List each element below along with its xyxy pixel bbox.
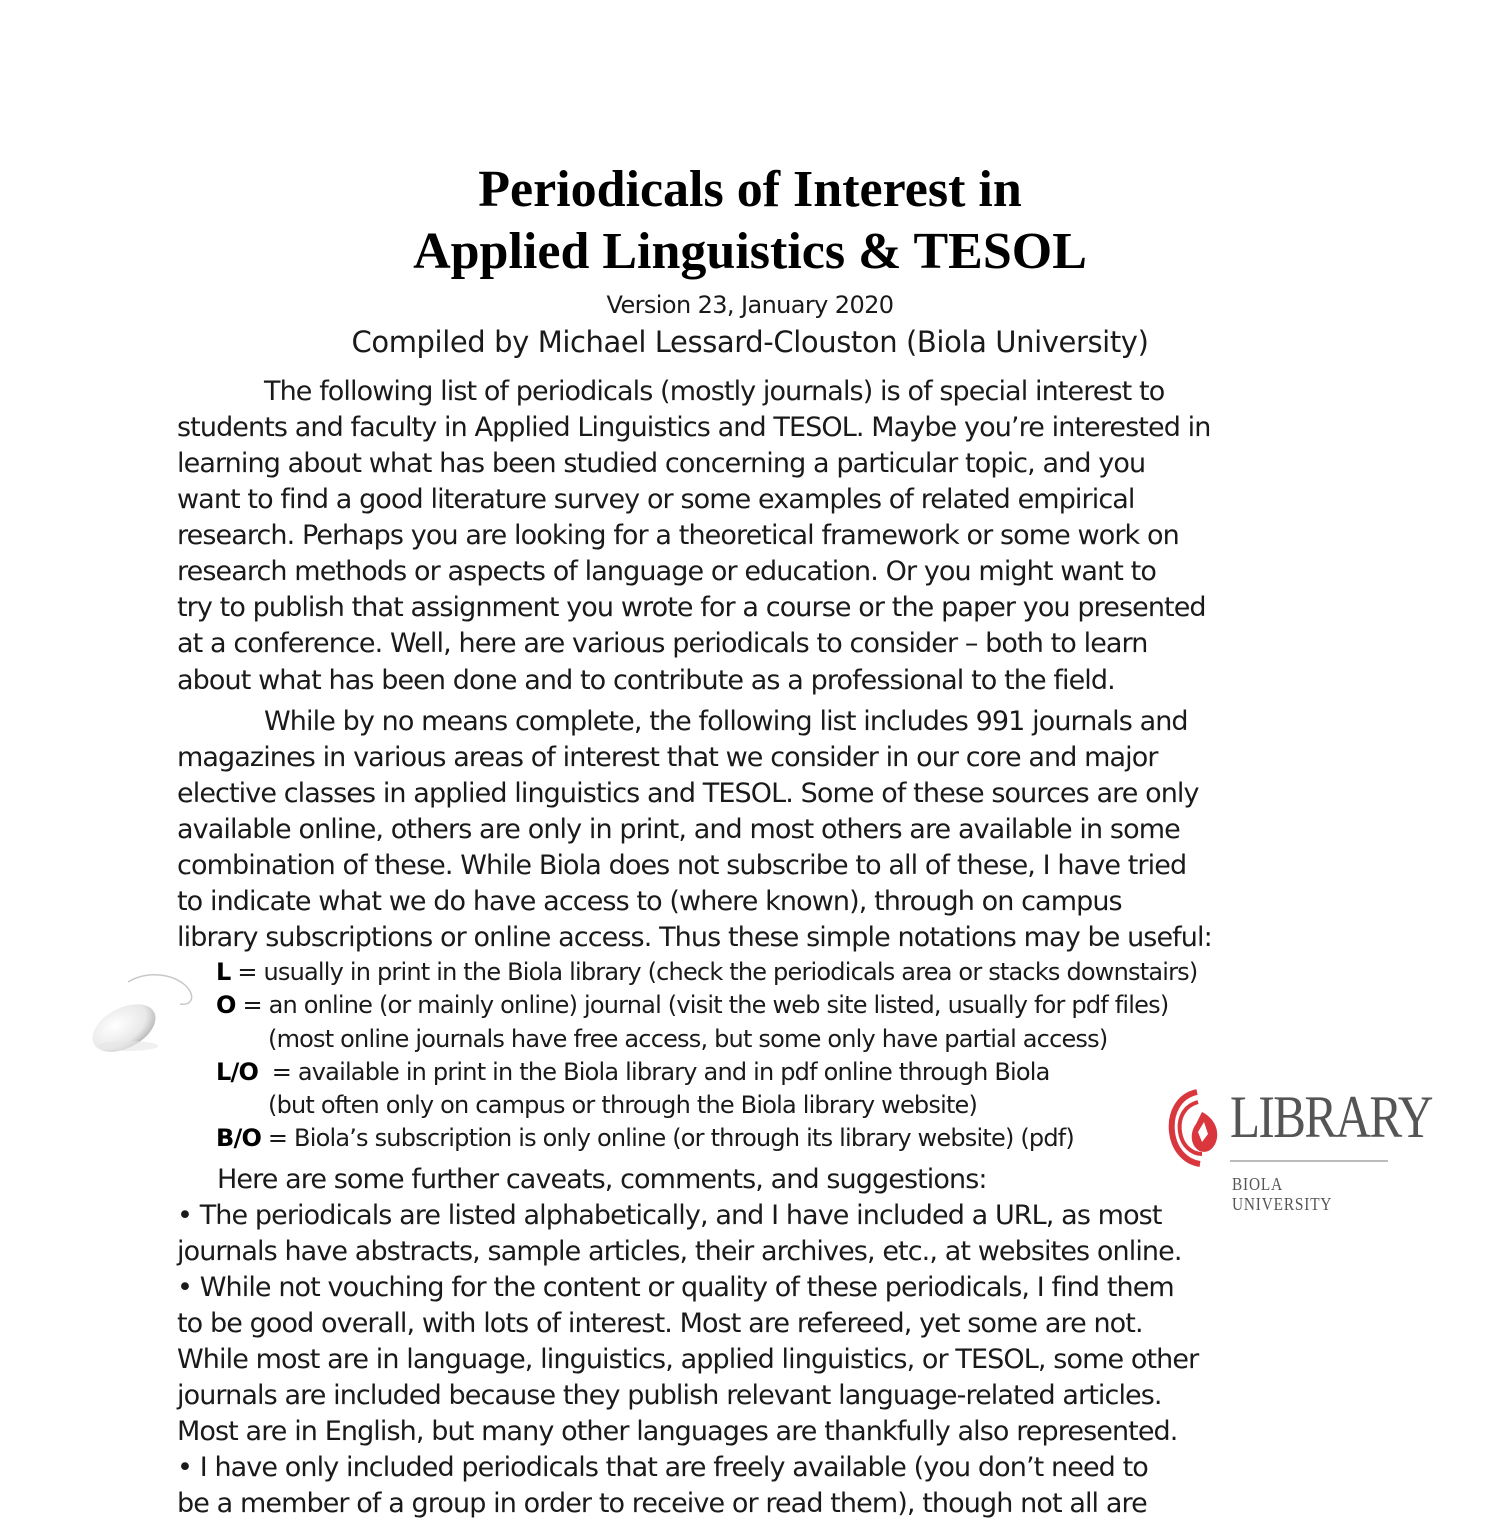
para-line: at a conference. Well, here are various periodicals to consider – both to learn	[177, 628, 1148, 659]
para-line: While by no means complete, the following list includes 991 journals and	[264, 706, 1188, 737]
caveat-line: While most are in language, linguistics, applied linguistics, or TESOL, some other	[177, 1344, 1199, 1375]
para-line: learning about what has been studied concerning a particular topic, and you	[177, 448, 1146, 479]
caveat-line: journals have abstracts, sample articles, their archives, etc., at websites online.	[177, 1236, 1182, 1267]
legend-code: L/O	[216, 1058, 259, 1086]
legend-text: (most online journals have free access, but some only have partial access)	[268, 1025, 1108, 1053]
legend-item-lo	[216, 1057, 1050, 1087]
para-line: to indicate what we do have access to (where known), through on campus	[177, 886, 1122, 917]
compiled-by-line: Compiled by Michael Lessard-Clouston (Biola University)	[351, 325, 1149, 359]
caveat-line: • While not vouching for the content or quality of these periodicals, I find them	[177, 1272, 1174, 1303]
legend-item-bo	[216, 1123, 1074, 1153]
legend-text: (but often only on campus or through the Biola library website)	[268, 1091, 978, 1119]
para-line: magazines in various areas of interest that we consider in our core and major	[177, 742, 1158, 773]
legend-code: L	[216, 958, 231, 986]
legend-text: = usually in print in the Biola library (check the periodicals area or stacks downstairs)	[230, 958, 1198, 986]
para-line: available online, others are only in print, and most others are available in some	[177, 814, 1180, 845]
legend-text: = an online (or mainly online) journal (visit the web site listed, usually for pdf files)	[235, 991, 1169, 1019]
legend-code: B/O	[216, 1124, 262, 1152]
caveat-line: be a member of a group in order to receive or read them), though not all are	[177, 1488, 1147, 1519]
computer-mouse-icon	[88, 968, 203, 1063]
flame-emblem-icon	[1168, 1088, 1226, 1168]
para-line: combination of these. While Biola does not subscribe to all of these, I have tried	[177, 850, 1187, 881]
para-line: research. Perhaps you are looking for a theoretical framework or some work on	[177, 520, 1179, 551]
legend-code: O	[216, 991, 236, 1019]
para-line: want to find a good literature survey or some examples of related empirical	[177, 484, 1135, 515]
para-line: elective classes in applied linguistics and TESOL. Some of these sources are only	[177, 778, 1199, 809]
para-line: The following list of periodicals (mostly journals) is of special interest to	[264, 376, 1165, 407]
para-line: students and faculty in Applied Linguistics and TESOL. Maybe you’re interested in	[177, 412, 1211, 443]
para-line: research methods or aspects of language or education. Or you might want to	[177, 556, 1156, 587]
biola-library-logo	[1168, 1082, 1432, 1214]
caveat-line: journals are included because they publish relevant language-related articles.	[177, 1380, 1162, 1411]
title-line-2: Applied Linguistics & TESOL	[413, 223, 1087, 280]
para-line: library subscriptions or online access. Thus these simple notations may be useful:	[177, 922, 1212, 953]
legend-item-l	[216, 957, 1197, 987]
legend-item-o-note	[268, 1024, 1107, 1054]
legend-item-o	[216, 990, 1168, 1020]
para-line: about what has been done and to contribute as a professional to the field.	[177, 665, 1115, 696]
para-line: try to publish that assignment you wrote for a course or the paper you presented	[177, 592, 1206, 623]
title-line-1: Periodicals of Interest in	[478, 161, 1022, 218]
version-line: Version 23, January 2020	[606, 291, 894, 319]
legend-text: = Biola’s subscription is only online (or through its library website) (pdf)	[261, 1124, 1074, 1152]
caveat-line: • The periodicals are listed alphabetically, and I have included a URL, as most	[177, 1200, 1162, 1231]
caveat-line: to be good overall, with lots of interest. Most are refereed, yet some are not.	[177, 1308, 1143, 1339]
logo-subtitle: BIOLA UNIVERSITY	[1232, 1174, 1333, 1214]
caveat-line: • I have only included periodicals that are freely available (you don’t need to	[177, 1452, 1148, 1483]
legend-item-lo-note	[268, 1090, 977, 1120]
caveats-intro: Here are some further caveats, comments, and suggestions:	[217, 1164, 987, 1195]
legend-text: = available in print in the Biola library and in pdf online through Biola	[258, 1058, 1050, 1086]
logo-wordmark: LIBRARY	[1230, 1084, 1432, 1150]
logo-divider	[1230, 1160, 1388, 1162]
caveat-line: Most are in English, but many other languages are thankfully also represented.	[177, 1416, 1178, 1447]
